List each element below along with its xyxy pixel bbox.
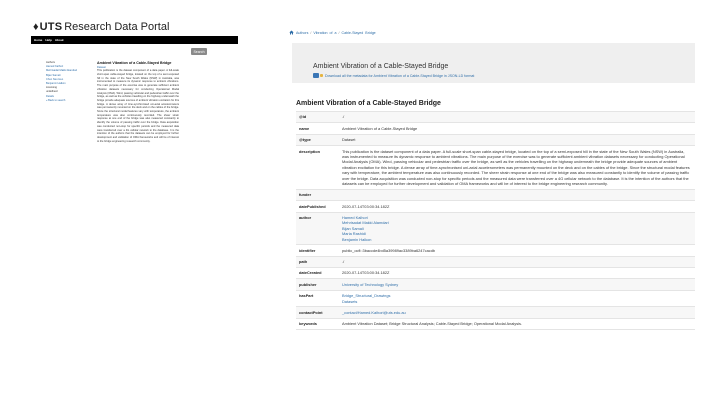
breadcrumb-cable-stayed[interactable]: Cable-Stayed: [341, 30, 364, 35]
row-value-text: public_ocfl::3baccde4bd5a39989ac3389ba6247cacdb: [342, 247, 436, 253]
row-value-link[interactable]: Benjamin Halkon: [342, 236, 372, 242]
row-value-text: 2020-07-14T03:00:34.182Z: [342, 270, 390, 276]
row-value-link[interactable]: University of Technology Sydney: [342, 281, 399, 287]
row-key: hasPart: [296, 290, 339, 307]
row-key: description: [296, 146, 339, 190]
row-value-text: Dataset: [342, 137, 356, 143]
table-row: [296, 268, 695, 279]
row-value-text: ./: [342, 259, 345, 265]
row-key: datePublished: [296, 201, 339, 212]
row-value: [339, 134, 695, 145]
row-value: [339, 256, 695, 267]
table-row: [296, 307, 695, 318]
table-row: [296, 134, 695, 145]
row-value: [339, 201, 695, 212]
row-value-link[interactable]: Datasets: [342, 298, 358, 304]
record-title: Ambient Vibration of a Cable-Stayed Bridge: [97, 61, 172, 65]
table-row: [296, 123, 695, 134]
row-key: path: [296, 256, 339, 267]
breadcrumb-separator: /: [338, 30, 340, 35]
row-value: [339, 307, 695, 318]
sidebar-item[interactable]: Hamed Kalhori: [46, 65, 64, 69]
row-value: [339, 123, 695, 134]
row-value: [339, 279, 695, 290]
table-row: [296, 290, 695, 307]
row-key: identifier: [296, 245, 339, 256]
nav-help[interactable]: Help: [45, 38, 52, 42]
banner-title: Ambient Vibration of a Cable-Stayed Bridge: [313, 63, 449, 70]
download-metadata-text[interactable]: Download all the metadata for Ambient Vibration of a Cable-Stayed Bridge in JSON-LD format: [325, 73, 475, 78]
home-icon[interactable]: [289, 30, 294, 35]
row-key: author: [296, 212, 339, 245]
breadcrumb-separator: /: [310, 30, 312, 35]
download-metadata-link[interactable]: [313, 73, 474, 78]
row-key: keywords: [296, 318, 339, 329]
table-row: [296, 212, 695, 245]
table-row: [296, 256, 695, 267]
record-description: This publication is the dataset component of a data paper. A full-scale short-span cable-stayed bridge, located on the top of a semi-exposed hill in the state of the New South Wales (NSW) in Australia, was instrumented to measure its dynamic response to ambient vibrations. The main purpose of the exercise was to generate sufficient ambient vibration datasets necessary for conducting Operational Modal Analysis (OMA). Wind, passing vehicular and pedestrian traffic over the bridge, as well as the vehicles travelling on the highway underneath the bridge provide adequate sources of ambient vibration excitation for this bridge. A dense array of time-synchronised uni-axial accelerometers was permanently mounted on the deck and on the cables of the bridge. Since the structural modal features vary with temperature, the ambient temperature was also continuously recorded. The sheer strain response at one end of the bridge was also measured constantly to identify the volume of passing traffic over the bridge. Data acquisition was conducted non-stop for specific periods and the measured data were transferred over a 4G cellular network to the database. It is the intention of the authors that the datasets can be employed for further development and validation of OMA frameworks and will be of interest to the bridge engineering research community.: [97, 69, 179, 143]
table-row: [296, 245, 695, 256]
nav-about[interactable]: About: [54, 38, 64, 42]
table-row: [296, 201, 695, 212]
breadcrumb-bridge[interactable]: Bridge: [365, 30, 376, 35]
right-metadata-pane: [283, 0, 720, 405]
row-key: name: [296, 123, 339, 134]
search-button[interactable]: Search: [191, 48, 207, 55]
nav-home[interactable]: Home: [34, 38, 43, 42]
row-value: [339, 268, 695, 279]
top-navigation: [31, 36, 238, 44]
row-value: [339, 318, 695, 329]
row-key: @type: [296, 134, 339, 145]
json-download-icon: [313, 73, 319, 78]
row-key: funder: [296, 189, 339, 200]
breadcrumb-of[interactable]: of: [329, 30, 333, 35]
sidebar-item: Licensing: [46, 86, 57, 90]
breadcrumb: [289, 30, 376, 35]
row-value-text: Ambient Vibration of a Cable-Stayed Bridge: [342, 125, 418, 131]
row-value-link[interactable]: _contact/Hamed.Kalhori@uts.edu.au: [342, 309, 406, 315]
left-portal-pane: [0, 0, 238, 405]
uts-logo-icon: ♦: [33, 21, 39, 33]
sidebar-item[interactable]: Details: [46, 94, 54, 98]
metadata-table: [296, 111, 695, 330]
table-row: [296, 112, 695, 123]
portal-header: [33, 20, 169, 34]
row-value: [339, 290, 695, 307]
sidebar-item: Authors: [46, 61, 55, 64]
sidebar-item[interactable]: Mehrisadat Makki Alamdari: [46, 69, 78, 73]
table-row: [296, 318, 695, 329]
sidebar-item[interactable]: Bijan Samali: [46, 73, 61, 77]
sidebar-item: undefined: [46, 90, 58, 94]
row-value: [339, 189, 695, 200]
uts-logo-text: UTS: [39, 21, 63, 33]
row-value: [339, 112, 695, 123]
portal-title: Research Data Portal: [64, 21, 170, 33]
sidebar-item[interactable]: Benjamin Halkon: [46, 82, 66, 86]
row-value-link[interactable]: Mehrisadat Makki Alamdari: [342, 220, 389, 226]
table-row: [296, 189, 695, 200]
row-value-link[interactable]: Maria Rashidi: [342, 231, 366, 237]
record-type-link[interactable]: Dataset: [97, 65, 106, 69]
row-value-text: ./: [342, 114, 345, 120]
sidebar-item[interactable]: « Back to search: [46, 98, 66, 102]
row-value-link[interactable]: Bridge_Structural_Drawings: [342, 293, 391, 299]
row-value-link[interactable]: Bijan Samali: [342, 225, 364, 231]
row-key: publisher: [296, 279, 339, 290]
row-value-link[interactable]: Hamed Kalhori: [342, 214, 368, 220]
row-value-text: Ambient Vibration Dataset; Bridge Structural Analysis; Cable-Stayed Bridge; Operational Modal Analysis.: [342, 321, 523, 327]
row-value-text: 2020-07-14T03:00:34.182Z: [342, 203, 390, 209]
row-value-text: This publication is the dataset component of a data paper. A full-scale short-span cable-stayed bridge, located on the top of a semi-exposed hill in the state of the New South Wales (NSW) in Australia, was instrumented to measure its dynamic response to ambient vibrations. The main purpose of the exercise was to generate sufficient ambient vibration datasets necessary for conducting Operational Modal Analysis (OMA). Wind, passing vehicular and pedestrian traffic over the bridge, as well as the vehicles travelling on the highway underneath the bridge provide adequate sources of ambient vibration excitation for this bridge. A dense array of time-synchronised uni-axial accelerometers was permanently mounted on the deck and on the cables of the bridge. Since the structural modal features vary with temperature, the ambient temperature was also continuously recorded. The sheer strain response at one end of the bridge was also measured constantly to identify the volume of passing traffic over the bridge. Data acquisition was conducted non-stop for specific periods and the measured data were transferred over a 4G cellular network to the database. It is the intention of the authors that the datasets can be employed for further development and validation of OMA frameworks and will be of interest to the bridge engineering research community.: [342, 148, 690, 186]
breadcrumb-a[interactable]: a: [334, 30, 337, 35]
breadcrumb-authors[interactable]: Authors: [296, 30, 309, 35]
row-key: contactPoint: [296, 307, 339, 318]
sidebar-item[interactable]: Chun Neo Heo: [46, 77, 64, 81]
row-key: @id: [296, 112, 339, 123]
row-value: [339, 212, 695, 245]
dataset-banner: [292, 43, 695, 83]
json-badge-icon: [320, 74, 323, 77]
breadcrumb-vibration[interactable]: Vibration: [313, 30, 328, 35]
left-sidebar: [46, 61, 88, 103]
row-value: [339, 245, 695, 256]
row-key: dateCreated: [296, 268, 339, 279]
section-title: Ambient Vibration of a Cable-Stayed Bridge: [296, 100, 441, 107]
row-value: [339, 146, 695, 190]
table-row: [296, 279, 695, 290]
table-row: [296, 146, 695, 190]
left-record-content: [97, 61, 179, 143]
